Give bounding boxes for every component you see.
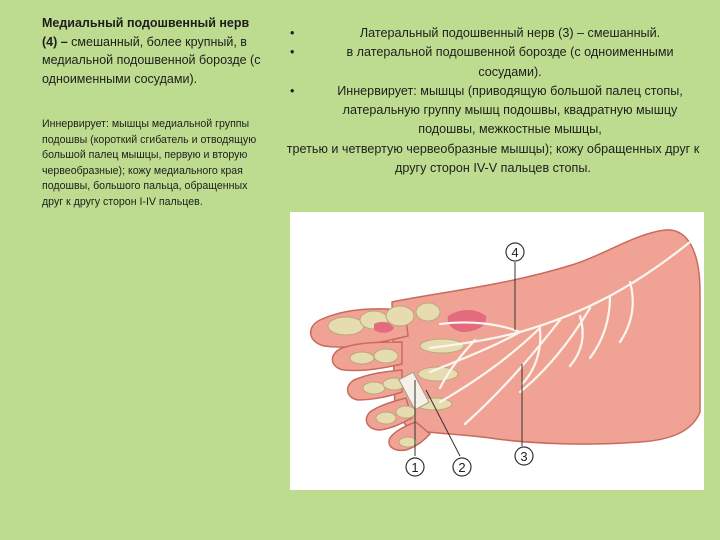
foot-nerves-illustration xyxy=(290,212,704,490)
label-number-3: 3 xyxy=(520,449,528,464)
phalanx-bone xyxy=(363,382,385,394)
label-number-2: 2 xyxy=(458,460,466,475)
label-number-1: 1 xyxy=(411,460,419,475)
medial-nerve-title-bold: Медиальный подошвенный нерв (4) – xyxy=(42,16,250,49)
phalanx-bone xyxy=(396,406,416,418)
lateral-nerve-tail: третью и четвертую червеобразные мышцы); кожу обращенных друг к другу сторон IV-V пальцев стопы. xyxy=(286,141,700,176)
foot-illustration-svg xyxy=(290,212,704,490)
medial-nerve-description: Иннервирует: мышцы медиальной группы подошвы (короткий сгибатель и отводящую большой палец мышцы, первую и вторую червеобразные); кожу медиального края подошвы, большого пальца, обращенных друг к другу сторон I-IV пальцев. xyxy=(42,118,257,208)
lateral-nerve-bullet-2 xyxy=(284,43,704,82)
bullet-text: Иннервирует: мышцы (приводящую большой палец стопы, латеральную группу мышц подошвы, квадратную мышцу подошвы, межкостные мышцы, xyxy=(337,83,683,137)
phalanx-bone xyxy=(416,303,440,321)
medial-nerve-heading xyxy=(42,14,264,88)
medial-nerve-title-rest: смешанный, более крупный, в медиальной подошвенной борозде (с одноименными сосудами). xyxy=(42,34,261,86)
bullet-text: в латеральной подошвенной борозде (с одноименными сосудами). xyxy=(346,45,674,79)
phalanx-bone xyxy=(350,352,374,364)
bullet-icon: • xyxy=(290,26,295,40)
lateral-nerve-bullet-3 xyxy=(284,82,704,140)
bullet-icon: • xyxy=(290,83,295,98)
phalanx-bone xyxy=(376,412,396,424)
lateral-nerve-bullet-1 xyxy=(284,24,704,43)
bullet-text: Латеральный подошвенный нерв (3) – смешанный. xyxy=(359,26,661,40)
label-number-4: 4 xyxy=(511,245,519,260)
bullet-icon: • xyxy=(290,45,295,60)
lateral-nerve-list xyxy=(284,24,704,178)
phalanx-bone xyxy=(386,306,414,326)
phalanx-bone xyxy=(374,349,398,363)
phalanx-bone xyxy=(399,437,417,447)
phalanx-bone xyxy=(328,317,364,335)
